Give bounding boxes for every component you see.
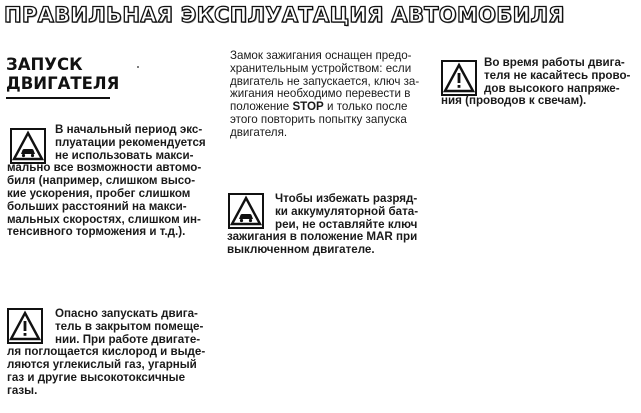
section-title-line1: ЗАПУСК <box>6 55 83 74</box>
stray-dot <box>137 66 139 68</box>
note-initial-period: В начальный период экс- плуатации рекомендуется не использовать макси- мально все возможности автомо- биля (например, слишком высо- кие ускорения, пробег слишком больших расстояний на макси- мальных скоростях, слишком ин- тенсивного торможения и т.д.). <box>7 123 206 239</box>
header-banner <box>0 0 641 30</box>
title-underline <box>6 97 110 99</box>
stop-position: STOP <box>292 100 324 114</box>
note-battery: Чтобы избежать разряд- ки аккумуляторной бата- реи, не оставляйте ключ зажигания в положение MAR при выключенном двигателе. <box>227 192 419 257</box>
page-header-title: ПРАВИЛЬНАЯ ЭКСПЛУАТАЦИЯ АВТОМОБИЛЯ <box>4 3 565 27</box>
section-title <box>6 55 119 93</box>
note-high-voltage: Во время работы двига- теля не касайтесь прово- дов высокого напряже- ния (проводов к свечам). <box>441 56 631 108</box>
ignition-paragraph: Замок зажигания оснащен предо- хранительным устройством: если двигатель не запускается, ключ за- жигания необходимо перевести в положение STOP и только после этого повторить попытку запуска двигателя. <box>230 49 420 139</box>
section-title-line2: ДВИГАТЕЛЯ <box>6 74 120 93</box>
note-closed-room: Опасно запускать двига- тель в закрытом помеще- нии. При работе двигате- ля поглощается кислород и выде- ляются углекислый газ, угарный газ и другие высокотоксичные газы. <box>7 307 206 397</box>
